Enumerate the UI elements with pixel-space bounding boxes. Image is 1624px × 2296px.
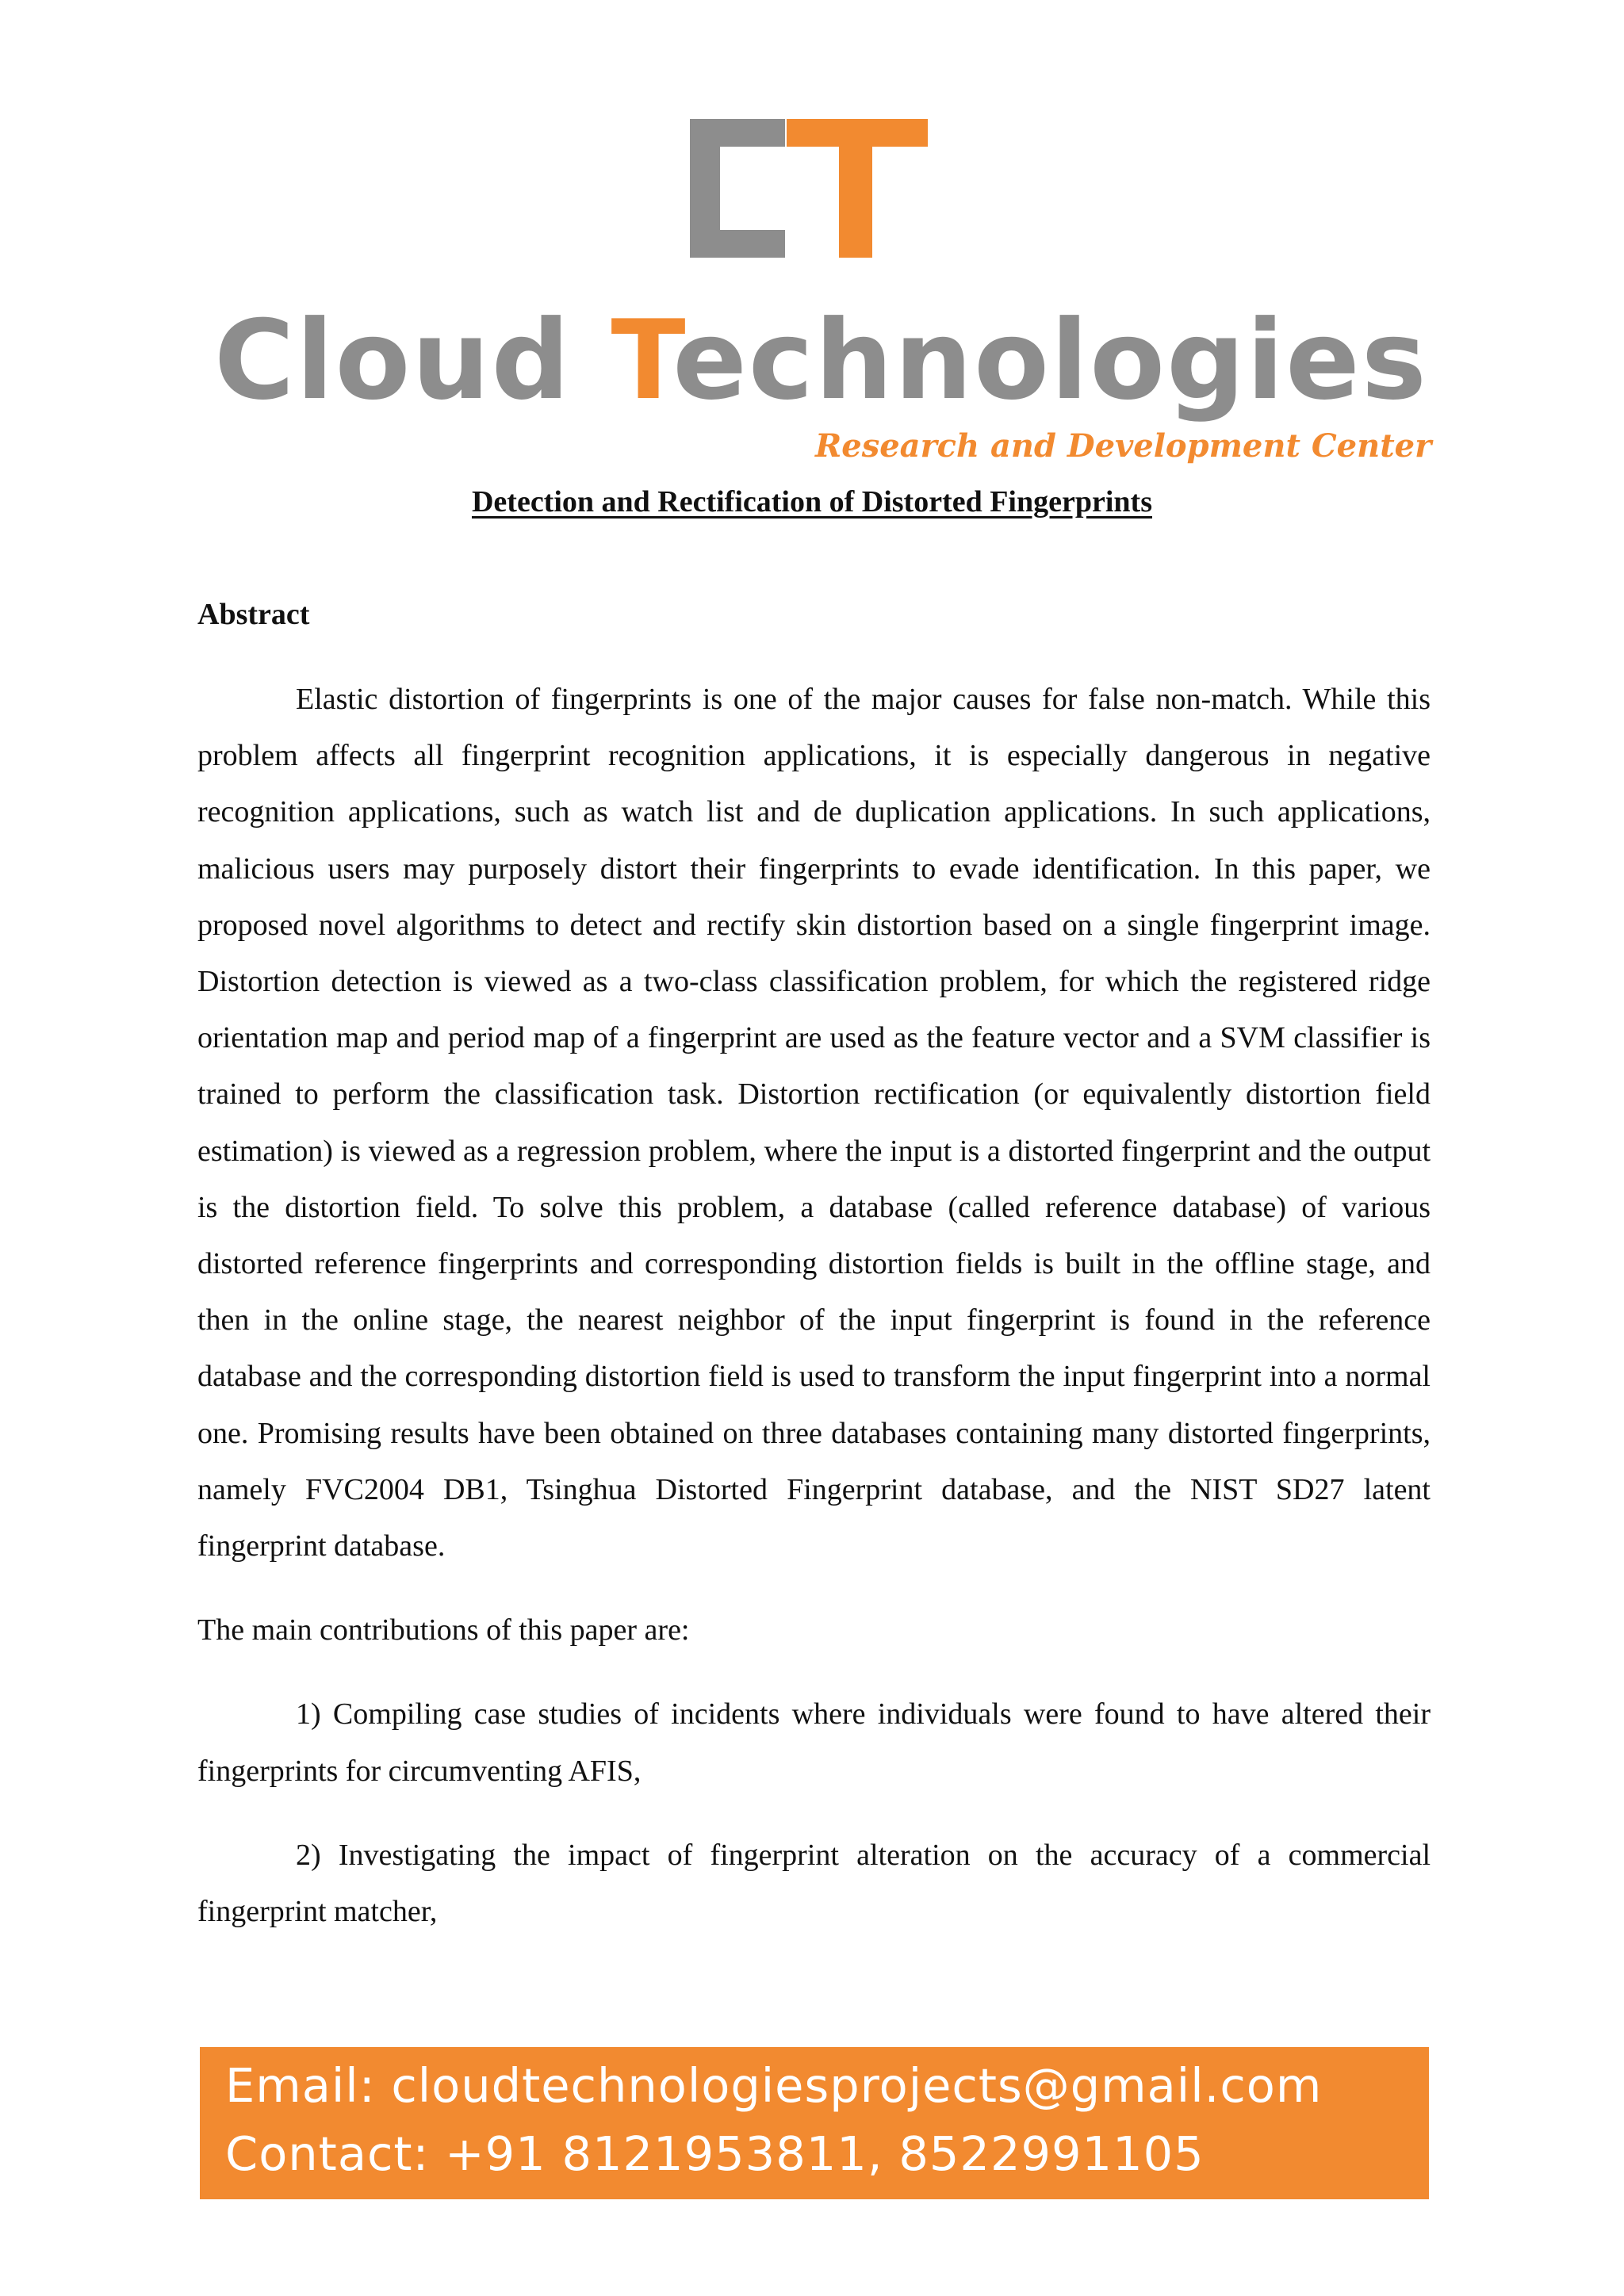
logo-word-part2: echnologies (672, 297, 1428, 424)
contribution-item: 2) Investigating the impact of fingerprint alteration on the accuracy of a commercial fingerprint matcher, (197, 1838, 1431, 1929)
logo-wordmark (214, 297, 1428, 424)
contact-phone-line: Contact: +91 8121953811, 8522991105 (225, 2126, 1205, 2181)
contact-banner (200, 2047, 1429, 2199)
document-title: Detection and Rectification of Distorted Fingerprints (471, 485, 1152, 519)
contributions-intro: The main contributions of this paper are: (197, 1613, 690, 1647)
contribution-item: 1) Compiling case studies of incidents where individuals were found to have altered their fingerprints for circumventing AFIS, (197, 1697, 1431, 1788)
logo-word-part1: Cloud (214, 297, 611, 424)
abstract-heading: Abstract (197, 598, 310, 631)
logo-tagline: Research and Development Center (815, 427, 1432, 465)
ct-logo-mark-icon (690, 119, 936, 277)
contact-email-line: Email: cloudtechnologiesprojects@gmail.com (225, 2058, 1323, 2113)
abstract-paragraph: Elastic distortion of fingerprints is one of the major causes for false non-match. While this problem affects all fingerprint recognition applications, it is especially dangerous in negative recognition applications, such as watch list and de duplication applications. In such applications, malicious users may purposely distort their fingerprints to evade identification. In this paper, we proposed novel algorithms to detect and rectify skin distortion based on a single fingerprint image. Distortion detection is viewed as a two-class classification problem, for which the registered ridge orientation map and period map of a fingerprint are used as the feature vector and a SVM classifier is trained to perform the classification task. Distortion rectification (or equivalently distortion field estimation) is viewed as a regression problem, where the input is a distorted fingerprint and the output is the distortion field. To solve this problem, a database (called reference database) of various distorted reference fingerprints and corresponding distortion fields is built in the offline stage, and then in the online stage, the nearest neighbor of the input fingerprint is found in the reference database and the corresponding distortion field is used to transform the input fingerprint into a normal one. Promising results have been obtained on three databases containing many distorted fingerprints, namely FVC2004 DB1, Tsinghua Distorted Fingerprint database, and the NIST SD27 latent fingerprint database. (197, 683, 1431, 1563)
logo-word-accent: T (611, 297, 673, 424)
document-body (197, 591, 1431, 1940)
company-logo (0, 0, 1624, 476)
